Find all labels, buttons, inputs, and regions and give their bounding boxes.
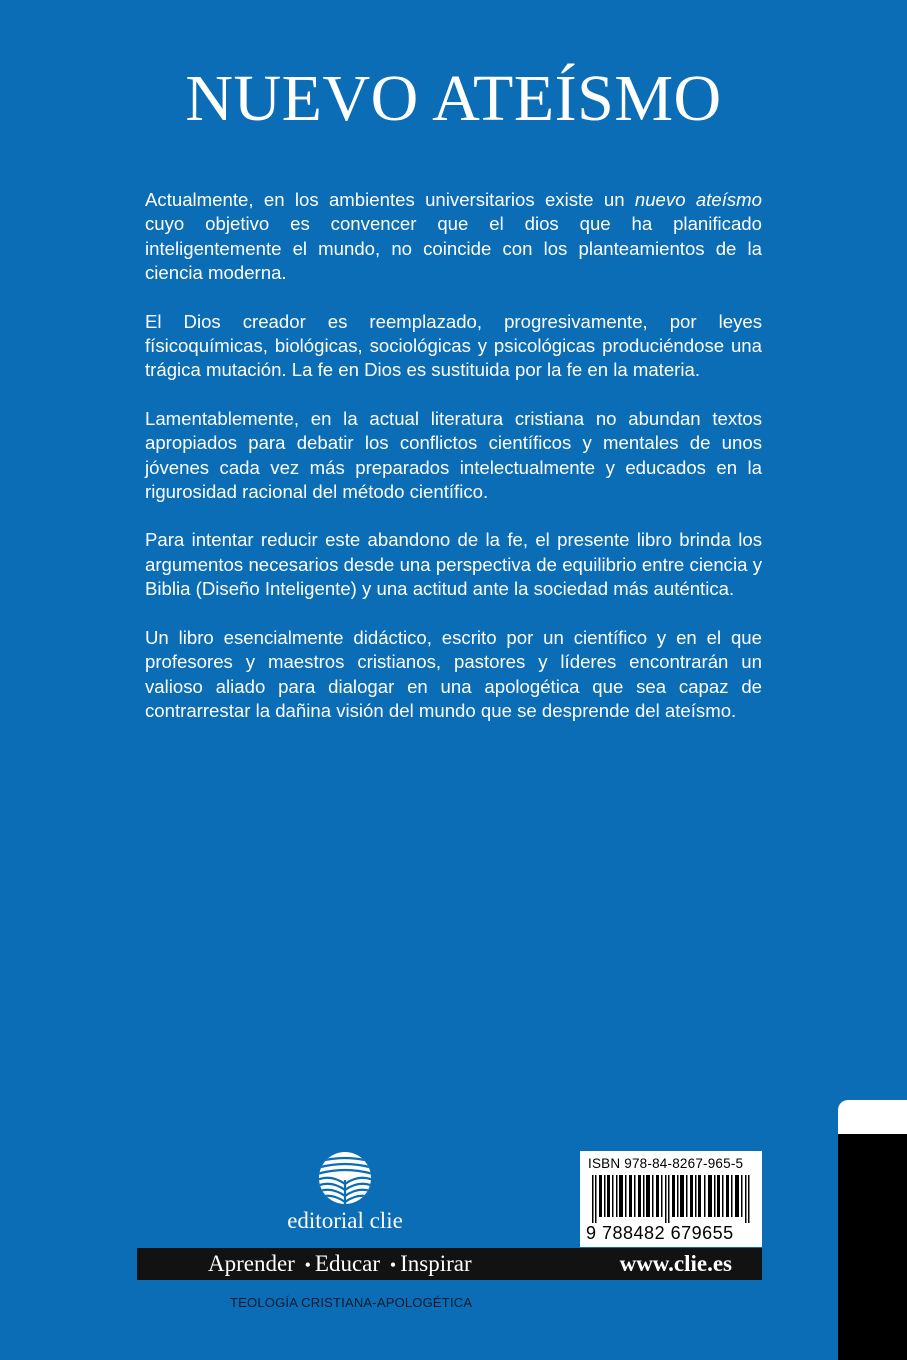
globe-book-icon [315,1150,375,1206]
tagline [208,1251,472,1277]
blurb-paragraph-4: Para intentar reducir este abandono de la fe, el presente libro brinda los argumentos necesarios desde una perspectiva de equilibrio entre ciencia y Biblia (Diseño Inteligente) y una actitud ante la sociedad más auténtica. [145,529,762,600]
tagline-separator-1: • [304,1255,311,1275]
publisher-url: www.clie.es [619,1251,732,1276]
publisher-logo [270,1150,420,1240]
barcode-digits: 9 788482 679655 [586,1223,734,1243]
blurb-paragraph-3: Lamentablemente, en la actual literatura cristiana no abundan textos apropiados para debatir los conflictos científicos y mentales de unos jóvenes cada vez más preparados intelectualmente y educados en la rigurosidad racional del método científico. [145,407,762,503]
isbn-label: ISBN 978-84-8267-965-5 [588,1156,744,1171]
tagline-word-2: Educar [314,1251,381,1276]
tagline-separator-2: • [389,1255,397,1275]
spine-edge-black [838,1134,907,1360]
blurb [145,188,762,747]
barcode-icon [588,1175,756,1223]
isbn-barcode-box [580,1151,762,1247]
book-title: NUEVO ATEÍSMO [185,62,722,135]
publisher-name: editorial clie [287,1208,403,1233]
blurb-p1-start: Actualmente, en los ambientes universitarios existe un [145,189,635,210]
blurb-paragraph-2: El Dios creador es reemplazado, progresivamente, por leyes físicoquímicas, biológicas, sociológicas y psicológicas produciéndose una trágica mutación. La fe en Dios es sustituida por la fe en la materia. [145,310,762,381]
blurb-paragraph-1 [145,188,762,286]
tagline-band [137,1248,762,1280]
blurb-paragraph-5: Un libro esencialmente didáctico, escrito por un científico y en el que profesores y maestros cristianos, pastores y líderes encontrarán un valioso aliado para dialogar en una apologética que sea capaz de contrarrestar la dañina visión del mundo que se desprende del ateísmo. [145,626,762,721]
tagline-word-1: Aprender [208,1251,295,1276]
blurb-p1-emphasis: nuevo ateísmo [634,189,763,210]
spine-edge-white [838,1100,907,1134]
book-category: TEOLOGÍA CRISTIANA-APOLOGÉTICA [230,1295,473,1310]
blurb-p1-end: cuyo objetivo es convencer que el dios que ha planificado inteligentemente el mundo, no coincide con los planteamientos de la ciencia moderna. [145,213,762,284]
tagline-word-3: Inspirar [400,1251,472,1276]
